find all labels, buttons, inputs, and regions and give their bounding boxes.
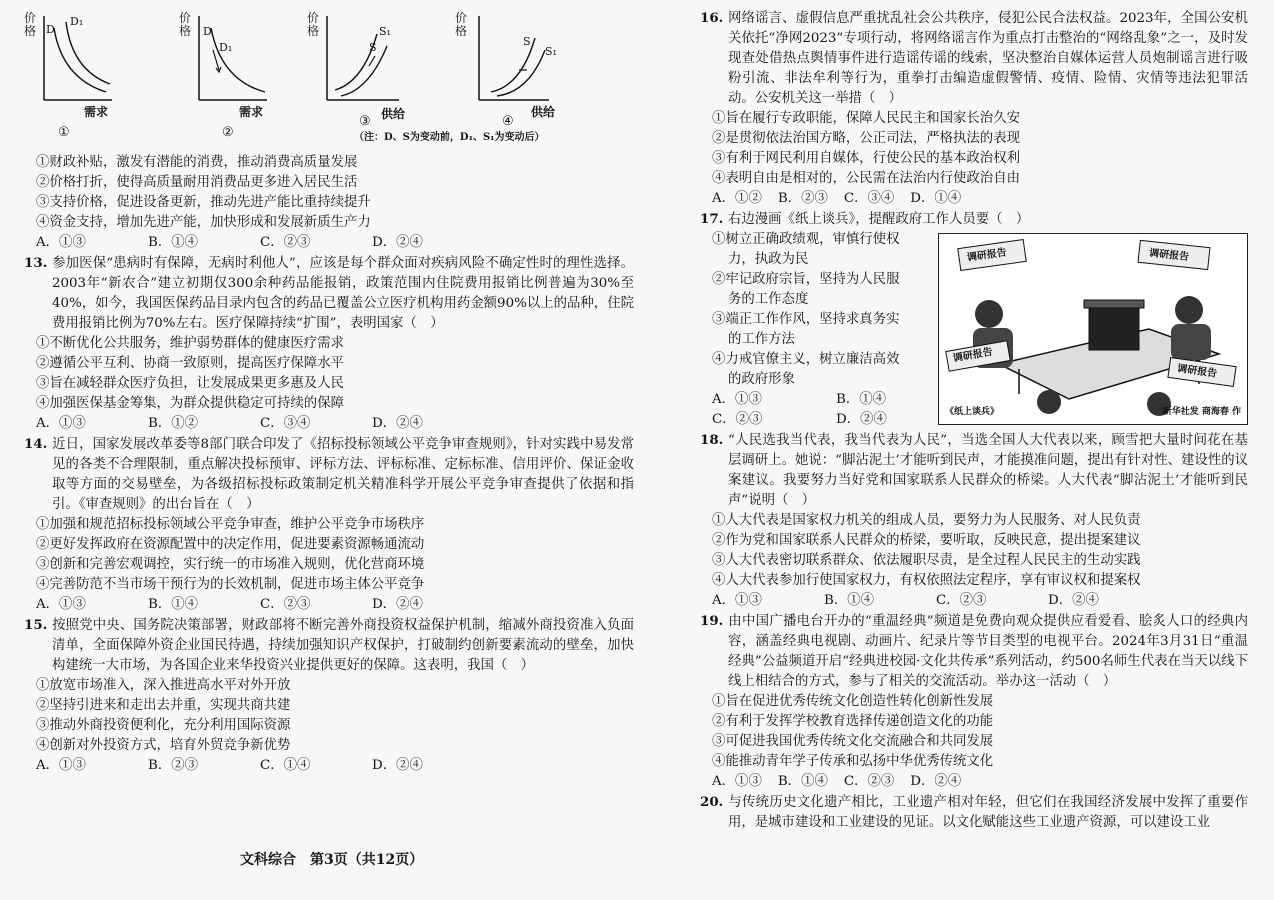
answer-a: A．①③ [36,416,86,431]
answer-b: B．②③ [777,191,828,206]
question-stem [700,430,1248,511]
curve-d-label: D [46,23,55,36]
stem-text: “人民选我当代表，我当代表为人民”，当选全国人大代表以来，顾雪把大量时间花在基层调研上。她说：“脚沾泥土’才能听到民声，才能摸准问题，提出有针对性、建设性的议案建议。我要努力当好党和国家联系人民群众的桥梁。人大代表“脚沾泥土’才能听到民声”说明（ ） [728,433,1248,508]
cartoon-image [938,233,1248,425]
answer-b: B．①④ [836,392,887,407]
answer-a: A．①③ [36,597,86,612]
answer-choices [36,756,634,776]
answer-c: C．③④ [843,191,895,206]
option: ①树立正确政绩观，审慎行使权力，执政为民 [712,232,900,267]
curve-d-label: D [203,25,212,38]
option: ④表明自由是相对的，公民需在法治内行使政治自由 [712,171,1020,186]
question-stem [24,615,634,676]
cartoon-sign: 调研报告 [952,346,994,365]
question-19 [700,611,1248,792]
question-stem [700,209,1248,230]
stem-text: 按照党中央、国务院决策部署，财政部将不断完善外商投资权益保护机制，缩减外商投资准入负面清单，全面保障外资企业国民待遇，持续加强知识产权保护，打破制约创新要素流动的壁垒，加快构建统一大市场，为各国企业来华投资兴业提供更好的保障。这表明，我国（ ） [52,618,634,673]
option: ④能推动青年学子传承和弘扬中华优秀传统文化 [712,754,994,769]
answer-choices [712,591,1248,611]
question-15 [24,615,634,776]
graph-1-number: ① [58,125,70,140]
answer-c: C．②③ [936,593,987,608]
answer-b: B．②③ [148,758,199,773]
question-number: 20. [700,794,724,810]
answer-b: B．①④ [777,774,828,789]
y-axis-label: 价格 [455,11,468,38]
option: ②作为党和国家联系人民群众的桥梁，要听取，反映民意，提出提案建议 [712,533,1141,548]
cartoon-sign: 调研报告 [966,247,1008,264]
option: ③旨在减轻群众医疗负担，让发展成果更多惠及人民 [36,376,344,391]
option: ③人大代表密切联系群众、依法履职尽责，是全过程人民民主的生动实践 [712,553,1141,568]
graph-4 [449,8,559,118]
question-stem [700,8,1248,109]
question-14 [24,434,634,615]
answer-a: A．①③ [36,758,86,773]
option: ①人大代表是国家权力机关的组成人员，要努力为人民服务、对人民负责 [712,513,1141,528]
answer-a: A．①③ [712,774,762,789]
option: ②坚持引进来和走出去并重，实现共商共建 [36,698,291,713]
supply-demand-graphs [24,8,634,153]
option: ②遵循公平互利、协商一致原则，提高医疗保障水平 [36,356,344,371]
answer-d: D．②④ [372,235,423,250]
question-number: 16. [700,10,724,26]
options-list [700,230,905,390]
question-number: 13. [24,255,48,271]
question-stem [24,434,634,515]
question-17 [700,209,1248,430]
option: ②更好发挥政府在资源配置中的决定作用，促进要素资源畅通流动 [36,537,425,552]
graph-1 [24,8,114,118]
option: ④创新对外投资方式，培育外贸竞争新优势 [36,738,291,753]
curve-s1 [497,50,545,96]
stem-text: 网络谣言、虚假信息严重扰乱社会公共秩序，侵犯公民合法权益。2023年，全国公安机关依托“净网2023”专项行动，将网络谣言作为重点打击整治的“网络乱象”之一，及时发现查处借热点舆情事件进行造谣传谣的线索，坚决整治自媒体运营人员炮制谣言进行吸粉引流、非法牟利等行为，重拳打击编造虚假警情、疫情、险情、灾情等违法犯罪活动。公安机关这一举措（ ） [728,11,1248,106]
answer-a: A．①② [712,191,762,206]
y-axis-label: 价格 [179,11,192,38]
answer-d: D．②④ [372,597,423,612]
answer-b: B．①④ [824,593,875,608]
option: ②有利于发挥学校教育选择传递创造文化的功能 [712,714,994,729]
question-number: 18. [700,432,724,448]
curve-s-label: S [523,35,531,48]
option: ③有利于网民利用自媒体，行使公民的基本政治权利 [712,151,1020,166]
stem-text: 参加医保“患病时有保障，无病时利他人”，应该是每个群众面对疾病风险不确定性时的理性选择。2003年“新农合”建立初期仅300余种药品能报销，政策范围内住院费用报销比例普遍为30%至40%，如今，我国医保药品目录内包含的药品已覆盖公立医疗机构用药金额90%以上的品种，住院费用报销比例为70%左右。医疗保障持续“扩围”，表明国家（ ） [52,256,634,331]
option: ④人大代表参加行使国家权力，有权依照法定程序，享有审议权和提案权 [712,573,1141,588]
curve-s1-label: S₁ [379,25,391,38]
stem-text: 由中国广播电台开办的“重温经典”频道是免费向观众提供应看爱看、脍炙人口的经典内容，涵盖经典电视剧、动画片、纪录片等节目类型的电视平台。2024年3月31日“重温经典”公益频道开启“经典进校园·文化共传承”系列活动，约500名师生代表在当天以线下线上相结合的方式，参与了相关的交流活动。举办这一活动（ ） [728,614,1248,689]
answer-choices [36,595,634,615]
option: ③可促进我国优秀传统文化交流融合和共同发展 [712,734,994,749]
question-stem [24,253,634,334]
question-stem [700,611,1248,692]
option: ③支持价格，促进设备更新，推动先进产能比重持续提升 [36,195,371,210]
graph-2 [179,8,269,118]
option: ③推动外商投资便利化，充分利用国际资源 [36,718,291,733]
option: ①财政补贴，激发有潜能的消费，推动消费高质量发展 [36,155,358,170]
curve-d1-label: D₁ [70,15,84,28]
curve-d1-label: D₁ [219,41,233,54]
option: ④完善防范不当市场干预行为的长效机制，促进市场主体公平竞争 [36,577,425,592]
stem-text: 近日，国家发展改革委等8部门联合印发了《招标投标领域公平竞争审查规则》，针对实践中易发常见的各类不合理限制，重点解决投标预审、评标方法、评标标准、定标标准、信用评价、保证金收取等方面的交易壁垒，为各级招标投标政策制定机关精准科学开展公平竞争审查提供了依据和指引。《审查规则》的出台旨在（ ） [52,437,634,512]
cartoon-sign: 调研报告 [1176,363,1218,380]
question-20 [700,792,1248,833]
option: ④加强医保基金筹集，为群众提供稳定可持续的保障 [36,396,344,411]
option: ④资金支持，增加先进产能，加快形成和发展新质生产力 [36,215,371,230]
curve-s-label: S [369,41,377,54]
question-12 [24,153,634,253]
cartoon-sign: 调研报告 [1148,247,1190,264]
answer-d: D．①④ [910,191,962,206]
y-axis-label: 价格 [24,11,37,38]
curve-s [341,46,387,96]
option: ①不断优化公共服务，维护弱势群体的健康医疗需求 [36,336,344,351]
question-number: 17. [700,211,724,227]
x-axis-label: 供给 [381,107,406,121]
question-18 [700,430,1248,611]
question-16 [700,8,1248,209]
option: ②牢记政府宗旨，坚持为人民服务的工作态度 [712,272,900,307]
question-number: 14. [24,436,48,452]
cartoon-author: 新华社发 商海春 作 [1162,407,1241,417]
question-number: 19. [700,613,724,629]
option: ④力戒官僚主义，树立廉洁高效的政府形象 [712,352,900,387]
answer-d: D．②④ [372,416,423,431]
answer-c: C．②③ [260,235,311,250]
stem-text: 右边漫画《纸上谈兵》，提醒政府工作人员要（ ） [728,212,1030,227]
graph-2-number: ② [222,125,234,140]
left-column [24,8,634,776]
answer-c: C．①④ [260,758,311,773]
answer-choices [36,233,634,253]
stem-text: 与传统历史文化遗产相比，工业遗产相对年轻，但它们在我国经济发展中发挥了重要作用，是城市建设和工业建设的见证。以文化赋能这些工业遗产资源，可以建设工业 [728,795,1248,830]
option: ①旨在履行专政职能，保障人民民主和国家长治久安 [712,111,1020,126]
answer-c: C．②③ [712,412,763,427]
answer-c: C．②③ [843,774,895,789]
graph-4-number: ④ [502,114,514,129]
option: ②价格打折，使得高质量耐用消费品更多进入居民生活 [36,175,358,190]
x-axis-label: 需求 [84,105,109,119]
curve-d [54,28,106,92]
answer-b: B．①④ [148,235,199,250]
answer-a: A．①③ [712,392,762,407]
page-footer: 文科综合 第3页（共12页） [240,852,424,868]
answer-choices [712,189,1248,209]
question-13 [24,253,634,434]
graph-3 [307,8,407,121]
answer-choices [36,414,634,434]
answer-d: D．②④ [1048,593,1099,608]
answer-a: A．①③ [712,593,762,608]
answer-b: B．①② [148,416,199,431]
curve-s1-label: S₁ [545,45,557,58]
x-axis-label: 供给 [531,105,556,119]
option: ③端正工作作风，坚持求真务实的工作方法 [712,312,900,347]
option: ①加强和规范招标投标领域公平竞争审查，维护公平竞争市场秩序 [36,517,425,532]
answer-choices [712,772,1248,792]
option: ②是贯彻依法治国方略，公正司法，严格执法的表现 [712,131,1020,146]
right-column [700,8,1248,833]
answer-a: A．①③ [36,235,86,250]
answer-d: D．②④ [836,412,887,427]
cartoon-caption: 《纸上谈兵》 [945,407,1000,417]
x-axis-label: 需求 [239,105,264,119]
answer-c: C．③④ [260,416,311,431]
graph-note: （注：D、S为变动前，D₁、S₁为变动后） [354,132,545,143]
question-number: 15. [24,617,48,633]
option: ①旨在促进优秀传统文化创造性转化创新性发展 [712,694,994,709]
option: ①放宽市场准入，深入推进高水平对外开放 [36,678,291,693]
question-stem [700,792,1248,833]
answer-d: D．②④ [910,774,962,789]
graph-3-number: ③ [359,114,371,129]
y-axis-label: 价格 [307,11,320,38]
answer-c: C．②③ [260,597,311,612]
answer-b: B．①④ [148,597,199,612]
option: ③创新和完善宏观调控，实行统一的市场准入规则，优化营商环境 [36,557,425,572]
answer-d: D．②④ [372,758,423,773]
